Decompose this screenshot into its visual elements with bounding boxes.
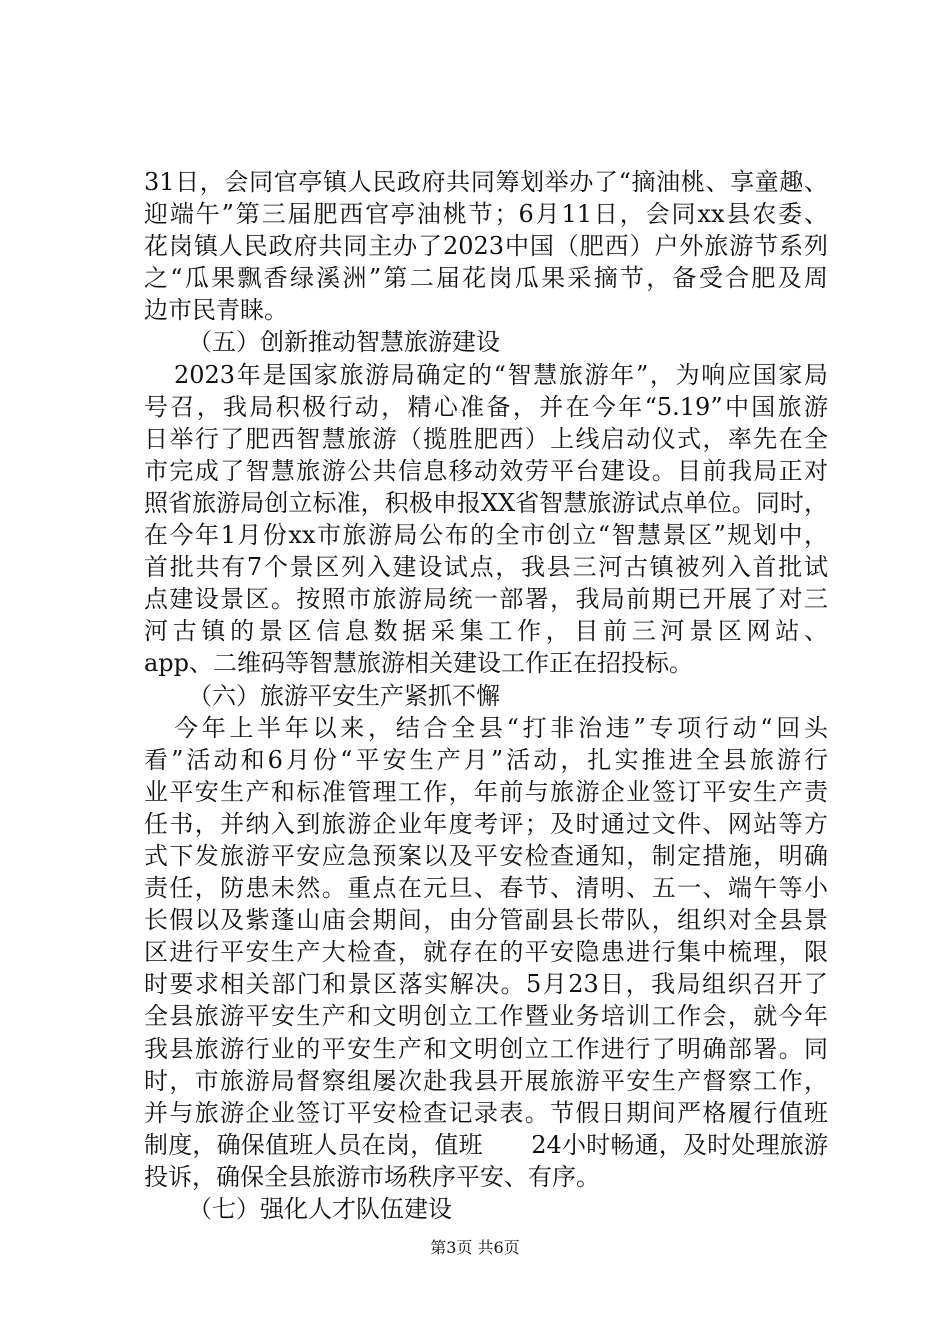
text-line: 市完成了智慧旅游公共信息移动效劳平台建设。目前我局正对: [144, 456, 828, 485]
text-line: 时，市旅游局督察组屡次赴我县开展旅游平安生产督察工作，: [144, 1066, 828, 1095]
text-line: 在今年1月份xx市旅游局公布的全市创立“智慧景区”规划中，: [144, 521, 828, 550]
text-line: 责任，防患未然。重点在元旦、春节、清明、五一、端午等小: [144, 874, 828, 903]
text-line: 号召，我局积极行动，精心准备，并在今年“5.19”中国旅游: [144, 392, 828, 421]
text-line: 制度，确保值班人员在岗，值班 24小时畅通，及时处理旅游: [144, 1130, 828, 1159]
section-heading: （六）旅游平安生产紧抓不懈: [188, 681, 500, 710]
text-line: 之“瓜果飘香绿溪洲”第二届花岗瓜果采摘节，备受合肥及周: [144, 264, 828, 293]
text-line: 并与旅游企业签订平安检查记录表。节假日期间严格履行值班: [144, 1098, 828, 1127]
text-line: 首批共有7个景区列入建设试点，我县三河古镇被列入首批试: [144, 553, 828, 582]
text-line: 式下发旅游平安应急预案以及平安检查通知，制定措施，明确: [144, 841, 828, 870]
text-line: app、二维码等智慧旅游相关建设工作正在招投标。: [144, 649, 694, 678]
text-line: 我县旅游行业的平安生产和文明创立工作进行了明确部署。同: [144, 1034, 828, 1063]
page-footer: [0, 1238, 950, 1258]
text-line: 照省旅游局创立标准，积极申报XX省智慧旅游试点单位。同时，: [144, 488, 828, 517]
text-line: 业平安生产和标准管理工作，年前与旅游企业签订平安生产责: [144, 777, 828, 806]
text-line: 任书，并纳入到旅游企业年度考评；及时通过文件、网站等方: [144, 809, 828, 838]
text-line: 全县旅游平安生产和文明创立工作暨业务培训工作会，就今年: [144, 1002, 828, 1031]
text-line: 日举行了肥西智慧旅游（揽胜肥西）上线启动仪式，率先在全: [144, 424, 828, 453]
text-line: 投诉，确保全县旅游市场秩序平安、有序。: [144, 1162, 600, 1191]
text-line: 河古镇的景区信息数据采集工作，目前三河景区网站、: [144, 617, 828, 646]
text-line: 看”活动和6月份“平安生产月”活动，扎实推进全县旅游行: [144, 745, 828, 774]
text-line: 今年上半年以来，结合全县“打非治违”专项行动“回头: [174, 713, 828, 742]
text-line: 点建设景区。按照市旅游局统一部署，我局前期已开展了对三: [144, 585, 828, 614]
text-line: 花岗镇人民政府共同主办了2023中国（肥西）户外旅游节系列: [144, 232, 828, 261]
section-heading: （七）强化人才队伍建设: [188, 1195, 452, 1223]
text-line: 长假以及紫蓬山庙会期间，由分管副县长带队，组织对全县景: [144, 906, 828, 935]
section-heading: （五）创新推动智慧旅游建设: [188, 328, 500, 357]
text-line: 2023年是国家旅游局确定的“智慧旅游年”，为响应国家局: [174, 360, 828, 389]
page-number-label: 第3页 共6页: [430, 1238, 520, 1257]
text-line: 边市民青睐。: [144, 296, 288, 325]
text-line: 时要求相关部门和景区落实解决。5月23日，我局组织召开了: [144, 970, 828, 999]
text-line: 迎端午”第三届肥西官亭油桃节；6月11日，会同xx县农委、: [144, 200, 828, 229]
text-line: 31日，会同官亭镇人民政府共同筹划举办了“摘油桃、享童趣、: [144, 168, 828, 196]
document-body: [144, 166, 828, 1225]
text-line: 区进行平安生产大检查，就存在的平安隐患进行集中梳理，限: [144, 938, 828, 967]
